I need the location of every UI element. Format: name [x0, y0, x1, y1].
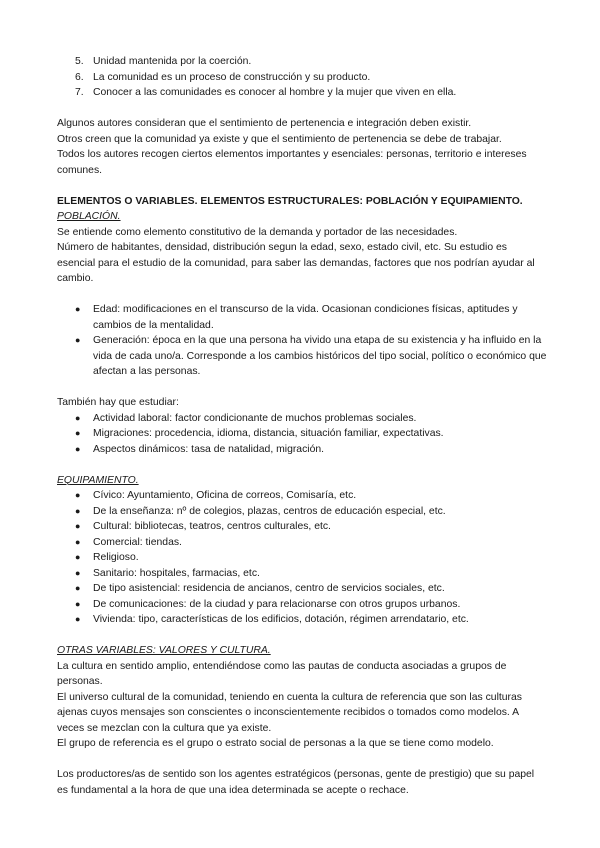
also-study-bullets — [57, 411, 547, 458]
otras-paragraph: El universo cultural de la comunidad, teniendo en cuenta la cultura de referencia que son las culturas ajenas cuyos mensajes son conscientes o inconscientemente recibidos o tomados como modelos. A veces se mezclan con la cultura que ya existe. — [57, 691, 522, 734]
bullet-icon: ● — [75, 583, 81, 593]
list-item: ● Religioso. — [57, 550, 547, 566]
bullet-icon: ● — [75, 412, 81, 423]
otras-paragraph: La cultura en sentido amplio, entendiéndose como las pautas de conducta asociadas a grupos de personas. — [57, 660, 507, 687]
list-item: 5. Unidad mantenida por la coerción. — [75, 56, 252, 67]
poblacion-bullets — [57, 302, 547, 380]
list-item: ● Migraciones: procedencia, idioma, distancia, situación familiar, expectativas. — [57, 426, 547, 442]
bullet-icon: ● — [75, 443, 81, 454]
equipamiento-bullets — [57, 488, 547, 628]
list-item: ● De comunicaciones: de la ciudad y para relacionarse con otros grupos urbanos. — [57, 597, 547, 613]
document-page — [57, 54, 547, 798]
list-item: ● Cívico: Ayuntamiento, Oficina de correos, Comisaría, etc. — [57, 488, 547, 504]
bullet-icon: ● — [75, 614, 81, 624]
list-item: ● Sanitario: hospitales, farmacias, etc. — [57, 566, 547, 582]
intro-paragraph: Otros creen que la comunidad ya existe y que el sentimiento de pertenencia se debe de trabajar. — [57, 133, 502, 145]
poblacion-title: POBLACIÓN. — [57, 211, 121, 222]
intro-paragraph: Algunos autores consideran que el sentimiento de pertenencia e integración deben existir. — [57, 118, 472, 129]
list-item: ● Comercial: tiendas. — [57, 535, 547, 551]
bullet-icon: ● — [75, 335, 81, 345]
numbered-list — [57, 54, 547, 101]
bullet-icon: ● — [75, 304, 81, 314]
otras-paragraph: El grupo de referencia es el grupo o estrato social de personas a la que se tiene como modelo. — [57, 738, 494, 749]
list-item: 7. Conocer a las comunidades es conocer al hombre y la mujer que viven en ella. — [75, 87, 457, 98]
equipamiento-title: EQUIPAMIENTO. — [57, 474, 139, 486]
section-title: ELEMENTOS O VARIABLES. ELEMENTOS ESTRUCTURALES: POBLACIÓN Y EQUIPAMIENTO. — [57, 195, 523, 207]
poblacion-paragraph: Se entiende como elemento constitutivo de la demanda y portador de las necesidades. — [57, 226, 458, 238]
list-item: 6. La comunidad es un proceso de construcción y su producto. — [75, 71, 371, 83]
also-study-label: También hay que estudiar: — [57, 397, 179, 408]
bullet-icon: ● — [75, 428, 81, 438]
list-item: ● Aspectos dinámicos: tasa de natalidad, migración. — [57, 442, 547, 458]
otras-variables-title: OTRAS VARIABLES: VALORES Y CULTURA. — [57, 645, 271, 656]
bullet-icon: ● — [75, 490, 81, 500]
bullet-icon: ● — [75, 567, 81, 578]
list-item: ● De tipo asistencial: residencia de ancianos, centro de servicios sociales, etc. — [57, 581, 547, 597]
list-item: ● Generación: época en la que una persona ha vivido una etapa de su existencia y ha influido en la vida de cada uno/a. Corresponde a los cambios históricos del tipo social, político o económico que afectan a las personas. — [57, 333, 547, 380]
list-item: ● Cultural: bibliotecas, teatros, centros culturales, etc. — [57, 519, 547, 535]
bullet-icon: ● — [75, 598, 81, 609]
list-item: ● De la enseñanza: nº de colegios, plazas, centros de educación especial, etc. — [57, 504, 547, 520]
bullet-icon: ● — [75, 536, 81, 547]
poblacion-paragraph: Número de habitantes, densidad, distribución segun la edad, sexo, estado civil, etc. Su estudio es esencial para el estudio de la comunidad, para saber las demandas, factores que nos podrían ayudar al cambio. — [57, 242, 535, 284]
list-item: ● Edad: modificaciones en el transcurso de la vida. Ocasionan condiciones físicas, aptitudes y cambios de la mentalidad. — [57, 302, 547, 333]
intro-paragraph: Todos los autores recogen ciertos elementos importantes y esenciales: personas, territorio e intereses comunes. — [57, 149, 527, 176]
final-paragraph: Los productores/as de sentido son los agentes estratégicos (personas, gente de prestigio) que su papel es fundamental a la hora de que una idea determinada se acepte o rechace. — [57, 769, 535, 796]
bullet-icon: ● — [75, 505, 81, 516]
bullet-icon: ● — [75, 552, 81, 562]
list-item: ● Actividad laboral: factor condicionante de muchos problemas sociales. — [57, 411, 547, 427]
bullet-icon: ● — [75, 521, 81, 531]
list-item: ● Vivienda: tipo, características de los edificios, dotación, régimen arrendatario, etc. — [57, 612, 547, 628]
